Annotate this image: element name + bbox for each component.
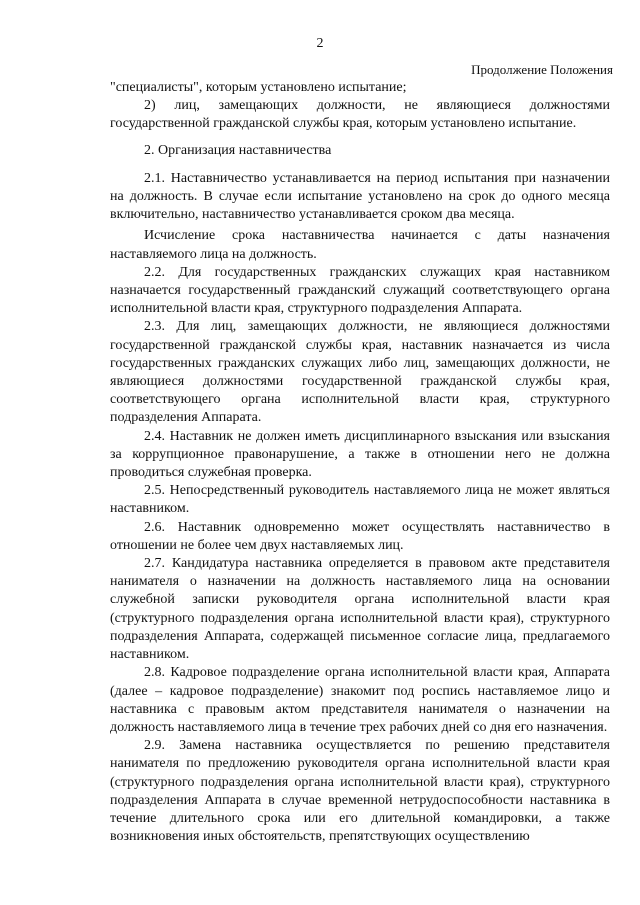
paragraph-2-4: 2.4. Наставник не должен иметь дисциплинарного взыскания или взыскания за коррупционное правонарушение, а также в отношении него не должна проводиться служебная проверка. xyxy=(110,428,610,481)
page-number: 2 xyxy=(316,36,324,51)
paragraph-2-1: 2.1. Наставничество устанавливается на период испытания при назначении на должность. В случае если испытание установлено на срок до одного месяца включительно, наставничество устанавливается сроком два месяца. xyxy=(110,170,610,223)
paragraph-2-6: 2.6. Наставник одновременно может осуществлять наставничество в отношении не более чем двух наставляемых лиц. xyxy=(110,519,610,553)
paragraph-2-2: 2.2. Для государственных гражданских служащих края наставником назначается государственный гражданский служащий соответствующего органа исполнительной власти края, структурного подразделения Аппарата. xyxy=(110,264,610,317)
paragraph-2-9: 2.9. Замена наставника осуществляется по решению представителя нанимателя по предложению руководителя органа исполнительной власти края (структурного подразделения органа исполнительной власти края), структурного подразделения Аппарата в случае временной нетрудоспособности наставника в течение длительного срока или его длительной командировки, а также возникновения иных обстоятельств, препятствующих осуществлению xyxy=(110,738,610,845)
paragraph-2-1-term: Исчисление срока наставничества начинается с даты назначения наставляемого лица на должность. xyxy=(110,228,610,262)
paragraph-list-item-2: 2) лиц, замещающих должности, не являющиеся должностями государственной гражданской службы края, которым установлено испытание. xyxy=(110,98,610,132)
continuation-label: Продолжение Положения xyxy=(471,62,613,77)
paragraph-2-8: 2.8. Кадровое подразделение органа исполнительной власти края, Аппарата (далее – кадровое подразделение) знакомит под роспись наставляемое лицо и наставника с правовым актом представителя нанимателя о назначении на должность наставляемого лица в течение трех рабочих дней со дня его назначения. xyxy=(110,665,610,735)
paragraph-2-3: 2.3. Для лиц, замещающих должности, не являющиеся должностями государственной гражданской службы края, наставник назначается из числа государственных гражданских служащих либо лиц, замещающих должности, не являющиеся должностями государственной гражданской службы края, соответствующего органа исполнительной власти края, структурного подразделения Аппарата. xyxy=(110,319,610,426)
paragraph-specialists: "специалисты", которым установлено испытание; xyxy=(110,80,407,95)
document-body xyxy=(110,79,610,846)
section-title: 2. Организация наставничества xyxy=(144,142,332,158)
paragraph-2-5: 2.5. Непосредственный руководитель наставляемого лица не может являться наставником. xyxy=(110,483,610,517)
paragraph-2-7: 2.7. Кандидатура наставника определяется в правовом акте представителя нанимателя о назначении на должность наставляемого лица на основании служебной записки руководителя органа исполнительной власти края (структурного подразделения органа исполнительной власти края), структурного подразделения Аппарата, содержащей письменное согласие лица, предлагаемого наставником. xyxy=(110,556,610,663)
